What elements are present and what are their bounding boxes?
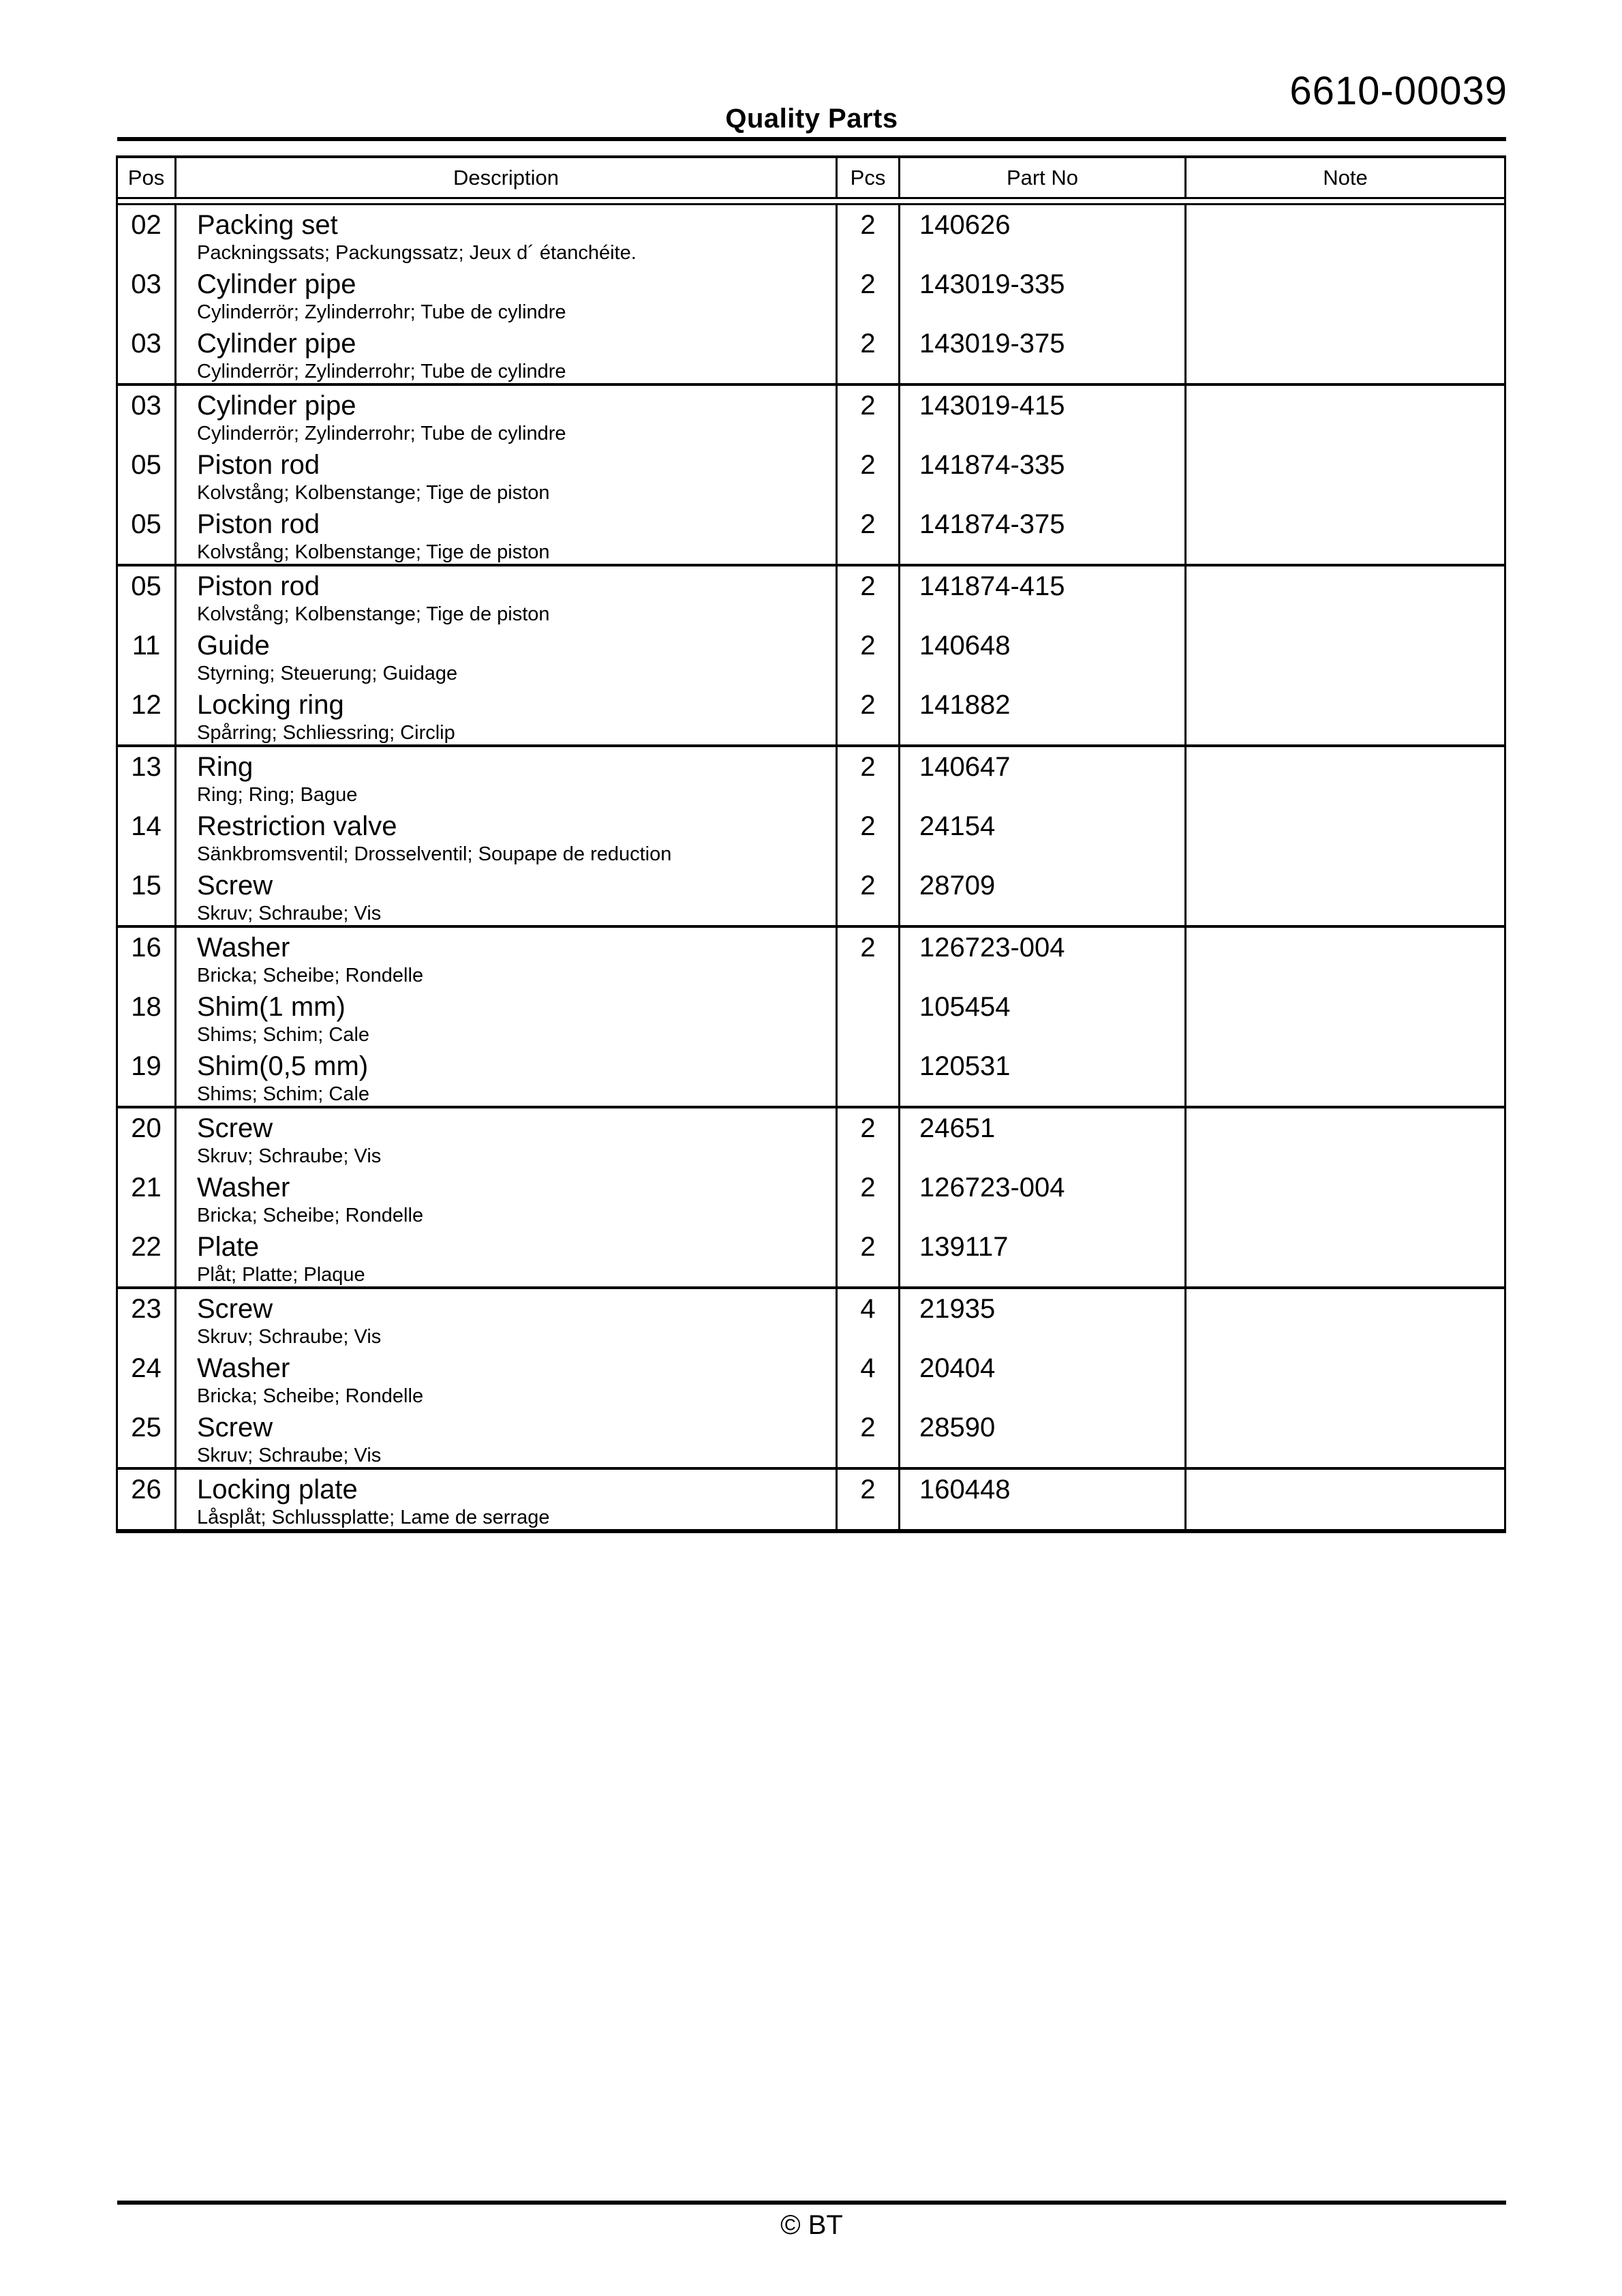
note-cell — [1187, 567, 1504, 626]
description-translations: Kolvstång; Kolbenstange; Tige de piston — [197, 482, 550, 504]
pos-cell: 20 — [118, 1108, 177, 1168]
pcs-cell: 2 — [838, 626, 900, 685]
note-cell — [1187, 747, 1504, 806]
description-main: Washer — [197, 1353, 290, 1383]
pos-cell: 15 — [118, 866, 177, 925]
pos-cell: 11 — [118, 626, 177, 685]
part-no-cell: 140626 — [900, 205, 1187, 265]
pcs-cell: 2 — [838, 265, 900, 324]
table-row — [118, 205, 1504, 265]
description-translations: Cylinderrör; Zylinderrohr; Tube de cylindre — [197, 423, 566, 444]
pcs-cell: 2 — [838, 504, 900, 564]
table-row — [118, 1470, 1504, 1529]
pcs-cell: 2 — [838, 324, 900, 383]
description-cell — [177, 324, 838, 383]
description-main: Washer — [197, 1173, 290, 1203]
note-cell — [1187, 626, 1504, 685]
pcs-cell: 2 — [838, 1108, 900, 1168]
note-cell — [1187, 1348, 1504, 1408]
document-number: 6610-00039 — [1289, 69, 1508, 113]
pcs-cell: 4 — [838, 1348, 900, 1408]
description-cell — [177, 504, 838, 564]
pos-cell: 19 — [118, 1046, 177, 1106]
description-cell — [177, 806, 838, 866]
note-cell — [1187, 1168, 1504, 1227]
description-cell — [177, 205, 838, 265]
note-cell — [1187, 265, 1504, 324]
description-translations: Packningssats; Packungssatz; Jeux d´ étanchéite. — [197, 242, 637, 264]
part-no-cell: 141874-415 — [900, 567, 1187, 626]
note-cell — [1187, 504, 1504, 564]
description-translations: Bricka; Scheibe; Rondelle — [197, 965, 424, 986]
row-group — [118, 567, 1504, 747]
pcs-cell: 2 — [838, 1227, 900, 1286]
row-group — [118, 205, 1504, 386]
description-translations: Bricka; Scheibe; Rondelle — [197, 1385, 424, 1407]
note-cell — [1187, 205, 1504, 265]
description-cell — [177, 265, 838, 324]
table-row — [118, 928, 1504, 987]
table-row — [118, 626, 1504, 685]
table-row — [118, 1046, 1504, 1106]
column-header-part-no: Part No — [900, 158, 1187, 197]
part-no-cell: 141874-375 — [900, 504, 1187, 564]
part-no-cell: 143019-415 — [900, 386, 1187, 445]
page-title: Quality Parts — [725, 104, 898, 134]
pcs-cell — [838, 987, 900, 1046]
description-translations: Styrning; Steuerung; Guidage — [197, 663, 458, 684]
pos-cell: 21 — [118, 1168, 177, 1227]
pcs-cell: 2 — [838, 866, 900, 925]
row-group — [118, 1289, 1504, 1470]
note-cell — [1187, 685, 1504, 744]
part-no-cell: 126723-004 — [900, 928, 1187, 987]
part-no-cell: 24154 — [900, 806, 1187, 866]
table-row — [118, 866, 1504, 925]
description-main: Shim(1 mm) — [197, 992, 346, 1022]
table-row — [118, 504, 1504, 564]
part-no-cell: 105454 — [900, 987, 1187, 1046]
parts-table — [116, 155, 1506, 1533]
description-cell — [177, 1168, 838, 1227]
pos-cell: 05 — [118, 504, 177, 564]
description-main: Ring — [197, 752, 254, 782]
description-translations: Kolvstång; Kolbenstange; Tige de piston — [197, 603, 550, 625]
description-main: Screw — [197, 871, 273, 901]
description-translations: Shims; Schim; Cale — [197, 1024, 370, 1046]
pcs-cell — [838, 1046, 900, 1106]
note-cell — [1187, 866, 1504, 925]
table-row — [118, 806, 1504, 866]
description-translations: Ring; Ring; Bague — [197, 784, 358, 806]
table-row — [118, 386, 1504, 445]
description-main: Plate — [197, 1232, 260, 1262]
part-no-cell: 141882 — [900, 685, 1187, 744]
pos-cell: 16 — [118, 928, 177, 987]
table-row — [118, 567, 1504, 626]
table-row — [118, 1168, 1504, 1227]
pcs-cell: 2 — [838, 1408, 900, 1467]
description-translations: Skruv; Schraube; Vis — [197, 1326, 382, 1348]
description-cell — [177, 1108, 838, 1168]
description-main: Locking plate — [197, 1475, 358, 1505]
pos-cell: 03 — [118, 386, 177, 445]
description-cell — [177, 386, 838, 445]
description-cell — [177, 1348, 838, 1408]
table-body — [118, 205, 1504, 1529]
part-no-cell: 24651 — [900, 1108, 1187, 1168]
description-translations: Cylinderrör; Zylinderrohr; Tube de cylindre — [197, 301, 566, 323]
part-no-cell: 28709 — [900, 866, 1187, 925]
table-row — [118, 1408, 1504, 1467]
part-no-cell: 143019-375 — [900, 324, 1187, 383]
description-main: Shim(0,5 mm) — [197, 1051, 369, 1081]
description-translations: Skruv; Schraube; Vis — [197, 1145, 382, 1167]
description-main: Packing set — [197, 210, 338, 240]
part-no-cell: 120531 — [900, 1046, 1187, 1106]
pos-cell: 13 — [118, 747, 177, 806]
description-cell — [177, 626, 838, 685]
description-cell — [177, 747, 838, 806]
pos-cell: 03 — [118, 265, 177, 324]
column-header-note: Note — [1323, 165, 1368, 190]
footer-rule — [117, 2201, 1506, 2205]
description-translations: Kolvstång; Kolbenstange; Tige de piston — [197, 541, 550, 563]
description-main: Restriction valve — [197, 811, 397, 841]
part-no-cell: 160448 — [900, 1470, 1187, 1529]
pcs-cell: 2 — [838, 1470, 900, 1529]
pcs-cell: 2 — [838, 205, 900, 265]
description-main: Locking ring — [197, 690, 344, 720]
pos-cell: 03 — [118, 324, 177, 383]
note-cell — [1187, 1289, 1504, 1348]
part-no-cell: 141874-335 — [900, 445, 1187, 504]
part-no-cell: 21935 — [900, 1289, 1187, 1348]
description-translations: Cylinderrör; Zylinderrohr; Tube de cylindre — [197, 361, 566, 382]
table-row — [118, 1289, 1504, 1348]
description-translations: Plåt; Platte; Plaque — [197, 1264, 365, 1286]
description-main: Cylinder pipe — [197, 329, 356, 359]
pos-cell: 25 — [118, 1408, 177, 1467]
description-cell — [177, 1470, 838, 1529]
description-translations: Låsplåt; Schlussplatte; Lame de serrage — [197, 1507, 550, 1528]
description-translations: Bricka; Scheibe; Rondelle — [197, 1205, 424, 1226]
part-no-cell: 140648 — [900, 626, 1187, 685]
description-cell — [177, 928, 838, 987]
description-cell — [177, 1289, 838, 1348]
pos-cell: 05 — [118, 567, 177, 626]
note-cell — [1187, 1108, 1504, 1168]
note-cell — [1187, 445, 1504, 504]
description-cell — [177, 987, 838, 1046]
pcs-cell: 2 — [838, 567, 900, 626]
note-cell — [1187, 1046, 1504, 1106]
description-translations: Skruv; Schraube; Vis — [197, 1445, 382, 1466]
description-cell — [177, 567, 838, 626]
part-no-cell: 20404 — [900, 1348, 1187, 1408]
description-main: Guide — [197, 631, 270, 661]
pcs-cell: 2 — [838, 685, 900, 744]
description-cell — [177, 1227, 838, 1286]
row-group — [118, 1108, 1504, 1289]
table-row — [118, 1348, 1504, 1408]
column-header-description: Description — [177, 158, 838, 197]
part-no-cell: 139117 — [900, 1227, 1187, 1286]
pos-cell: 14 — [118, 806, 177, 866]
description-cell — [177, 445, 838, 504]
pcs-cell: 2 — [838, 806, 900, 866]
part-no-cell: 126723-004 — [900, 1168, 1187, 1227]
row-group — [118, 928, 1504, 1108]
description-cell — [177, 1046, 838, 1106]
description-translations: Sänkbromsventil; Drosselventil; Soupape de reduction — [197, 843, 672, 865]
pos-cell: 26 — [118, 1470, 177, 1529]
note-cell — [1187, 1227, 1504, 1286]
description-translations: Skruv; Schraube; Vis — [197, 903, 382, 924]
pos-cell: 02 — [118, 205, 177, 265]
description-translations: Spårring; Schliessring; Circlip — [197, 722, 455, 744]
note-cell — [1187, 1470, 1504, 1529]
table-row — [118, 1108, 1504, 1168]
pos-cell: 22 — [118, 1227, 177, 1286]
copyright-text: © BT — [780, 2210, 843, 2240]
table-header-row — [118, 158, 1504, 197]
table-row — [118, 265, 1504, 324]
note-cell — [1187, 987, 1504, 1046]
table-row — [118, 324, 1504, 383]
header-rule — [117, 137, 1506, 141]
description-main: Washer — [197, 933, 290, 963]
pcs-cell: 4 — [838, 1289, 900, 1348]
description-cell — [177, 685, 838, 744]
part-no-cell: 140647 — [900, 747, 1187, 806]
description-main: Cylinder pipe — [197, 269, 356, 299]
note-cell — [1187, 928, 1504, 987]
description-main: Screw — [197, 1113, 273, 1143]
row-group — [118, 386, 1504, 567]
pcs-cell: 2 — [838, 1168, 900, 1227]
note-cell — [1187, 324, 1504, 383]
part-no-cell: 143019-335 — [900, 265, 1187, 324]
part-no-cell: 28590 — [900, 1408, 1187, 1467]
description-main: Screw — [197, 1294, 273, 1324]
description-main: Screw — [197, 1413, 273, 1442]
pos-cell: 24 — [118, 1348, 177, 1408]
table-row — [118, 685, 1504, 744]
description-cell — [177, 866, 838, 925]
description-cell — [177, 1408, 838, 1467]
description-main: Piston rod — [197, 450, 320, 480]
row-group — [118, 747, 1504, 928]
note-cell — [1187, 806, 1504, 866]
description-main: Piston rod — [197, 509, 320, 539]
pos-cell: 05 — [118, 445, 177, 504]
table-row — [118, 747, 1504, 806]
description-translations: Shims; Schim; Cale — [197, 1083, 370, 1105]
row-group — [118, 1470, 1504, 1529]
description-main: Cylinder pipe — [197, 391, 356, 421]
pcs-cell: 2 — [838, 445, 900, 504]
pos-cell: 12 — [118, 685, 177, 744]
note-cell — [1187, 1408, 1504, 1467]
pos-cell: 18 — [118, 987, 177, 1046]
note-cell — [1187, 386, 1504, 445]
table-row — [118, 987, 1504, 1046]
pcs-cell: 2 — [838, 928, 900, 987]
pos-cell: 23 — [118, 1289, 177, 1348]
column-header-pos: Pos — [118, 158, 177, 197]
description-main: Piston rod — [197, 571, 320, 601]
table-row — [118, 445, 1504, 504]
pcs-cell: 2 — [838, 747, 900, 806]
column-header-pcs: Pcs — [838, 158, 900, 197]
pcs-cell: 2 — [838, 386, 900, 445]
table-row — [118, 1227, 1504, 1286]
